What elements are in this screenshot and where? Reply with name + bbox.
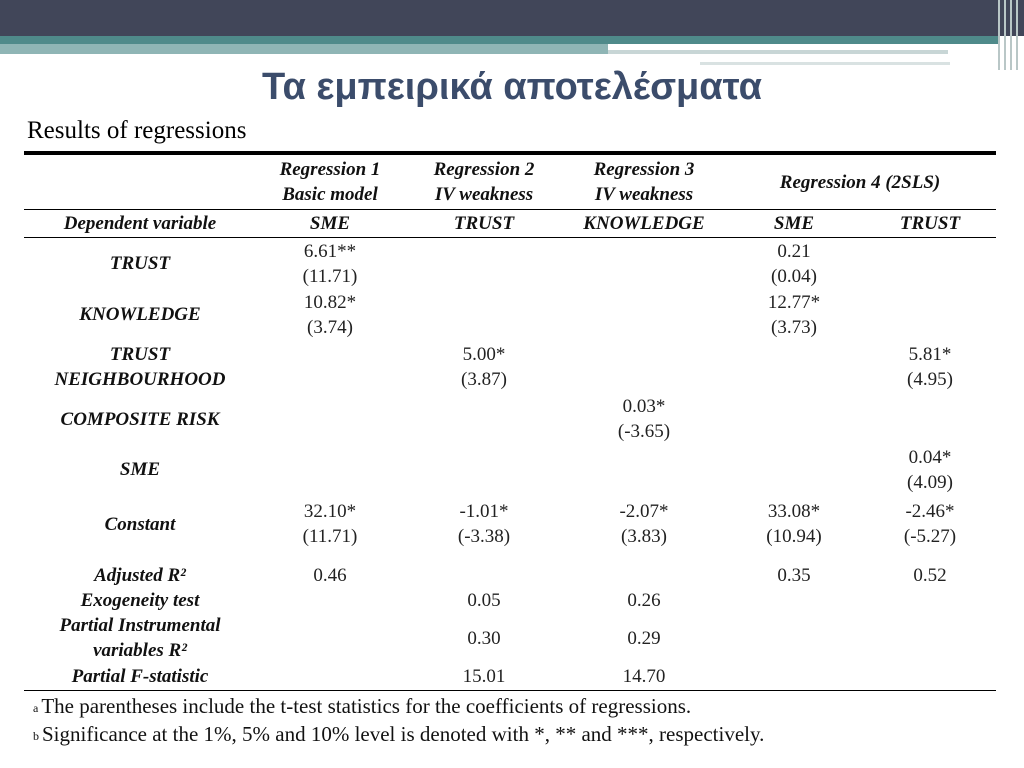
dependent-variable-row <box>24 210 996 238</box>
statistic-cell <box>256 663 404 691</box>
statistic-cell <box>864 663 996 691</box>
row-label: KNOWLEDGE <box>79 304 201 325</box>
coefficient-row <box>24 444 996 495</box>
coefficient-cell: 12.77* (3.73) <box>767 291 821 338</box>
dependent-variable-label: Dependent variable <box>24 210 256 238</box>
coefficient-cell <box>404 238 564 290</box>
note-a: $^a$ The parentheses include the t-test statistics for the coefficients of regressions. <box>33 694 692 718</box>
statistic-cell: 14.70 <box>564 663 724 691</box>
statistic-rows <box>24 553 996 691</box>
statistic-cell: 0.35 <box>777 565 811 586</box>
statistic-cell <box>256 613 404 663</box>
coefficient-cell <box>404 444 564 495</box>
statistic-cell <box>724 588 864 613</box>
statistic-cell <box>256 588 404 613</box>
coefficient-cell <box>564 444 724 495</box>
statistic-label: Partial Instrumental variables R² <box>59 615 221 661</box>
statistic-row <box>24 588 996 613</box>
header-light-teal-bar <box>0 44 608 54</box>
row-label: SME <box>119 459 161 480</box>
coefficient-cell <box>864 394 996 444</box>
dependent-value: SME <box>256 210 404 238</box>
coefficient-cell: 33.08* (10.94) <box>766 501 822 547</box>
dependent-value: SME <box>724 210 864 238</box>
coefficient-cell: -2.07* (3.83) <box>619 501 669 547</box>
coefficient-cell <box>724 444 864 495</box>
coefficient-cell <box>404 289 564 340</box>
coefficient-row <box>24 340 996 394</box>
table-notes <box>33 692 764 748</box>
coefficient-cell: 0.03* (-3.65) <box>617 396 671 442</box>
coefficient-cell <box>564 340 724 394</box>
coefficient-cell: 6.61** (11.71) <box>302 240 358 287</box>
header-regression-2: Regression 2 IV weakness <box>404 155 564 210</box>
coefficient-cell <box>404 394 564 444</box>
coefficient-cell <box>724 340 864 394</box>
statistic-cell: 0.52 <box>913 565 947 586</box>
table-caption: Results of regressions <box>27 117 247 144</box>
coefficient-row <box>24 495 996 553</box>
header-dark-bar <box>0 0 1024 36</box>
coefficient-cell: 5.00* (3.87) <box>461 344 507 390</box>
statistic-label: Partial F-statistic <box>24 663 256 691</box>
coefficient-cell <box>256 444 404 495</box>
row-label: COMPOSITE RISK <box>60 408 220 430</box>
regression-table <box>24 151 996 691</box>
row-label: Constant <box>104 513 176 535</box>
statistic-cell <box>564 553 724 588</box>
coefficient-cell: 5.81* (4.95) <box>907 344 953 390</box>
row-label: TRUST <box>109 253 171 274</box>
statistic-cell: 15.01 <box>404 663 564 691</box>
coefficient-cell <box>564 289 724 340</box>
coefficient-cell: -1.01* (-3.38) <box>457 501 511 547</box>
statistic-row <box>24 553 996 588</box>
header-gray-line <box>608 50 948 54</box>
statistic-label: Adjusted R² <box>94 565 186 586</box>
header-gray-line-2 <box>700 62 950 65</box>
statistic-cell <box>404 553 564 588</box>
coefficient-cell <box>864 238 996 290</box>
statistic-label: Exogeneity test <box>80 590 200 611</box>
dependent-value: TRUST <box>404 210 564 238</box>
coefficient-cell <box>256 394 404 444</box>
statistic-cell: 0.30 <box>467 627 501 649</box>
header-regression-1: Regression 1 Basic model <box>256 155 404 210</box>
header-regression-4: Regression 4 (2SLS) <box>724 155 996 210</box>
coefficient-cell <box>724 394 864 444</box>
table-header-row <box>24 155 996 210</box>
statistic-cell <box>724 613 864 663</box>
header-stripes <box>994 0 1024 70</box>
statistic-cell: 0.26 <box>627 590 661 611</box>
coefficient-row <box>24 289 996 340</box>
statistic-row <box>24 663 996 691</box>
row-label: TRUST NEIGHBOURHOOD <box>54 344 226 390</box>
coefficient-cell: 32.10* (11.71) <box>302 501 358 547</box>
coefficient-rows <box>24 238 996 554</box>
coefficient-cell <box>864 289 996 340</box>
coefficient-cell: 0.21 (0.04) <box>771 240 817 287</box>
slide-title: Τα εμπειρικά αποτελέσματα <box>262 66 762 108</box>
coefficient-cell: -2.46* (-5.27) <box>903 501 957 547</box>
coefficient-cell <box>256 340 404 394</box>
statistic-cell <box>864 613 996 663</box>
statistic-cell: 0.29 <box>627 627 661 649</box>
statistic-cell: 0.46 <box>313 565 347 586</box>
header-teal-bar <box>0 36 1000 44</box>
dependent-value: KNOWLEDGE <box>564 210 724 238</box>
coefficient-cell: 10.82* (3.74) <box>303 291 357 338</box>
statistic-cell <box>864 588 996 613</box>
header-regression-3: Regression 3 IV weakness <box>564 155 724 210</box>
statistic-row <box>24 613 996 663</box>
coefficient-row <box>24 238 996 290</box>
note-b: $^b$ Significance at the 1%, 5% and 10% level is denoted with *, ** and ***, respectively. <box>33 722 765 746</box>
dependent-value: TRUST <box>864 210 996 238</box>
coefficient-cell <box>564 238 724 290</box>
statistic-cell: 0.05 <box>467 590 501 611</box>
coefficient-cell: 0.04* (4.09) <box>907 446 953 493</box>
statistic-cell <box>724 663 864 691</box>
coefficient-row <box>24 394 996 444</box>
